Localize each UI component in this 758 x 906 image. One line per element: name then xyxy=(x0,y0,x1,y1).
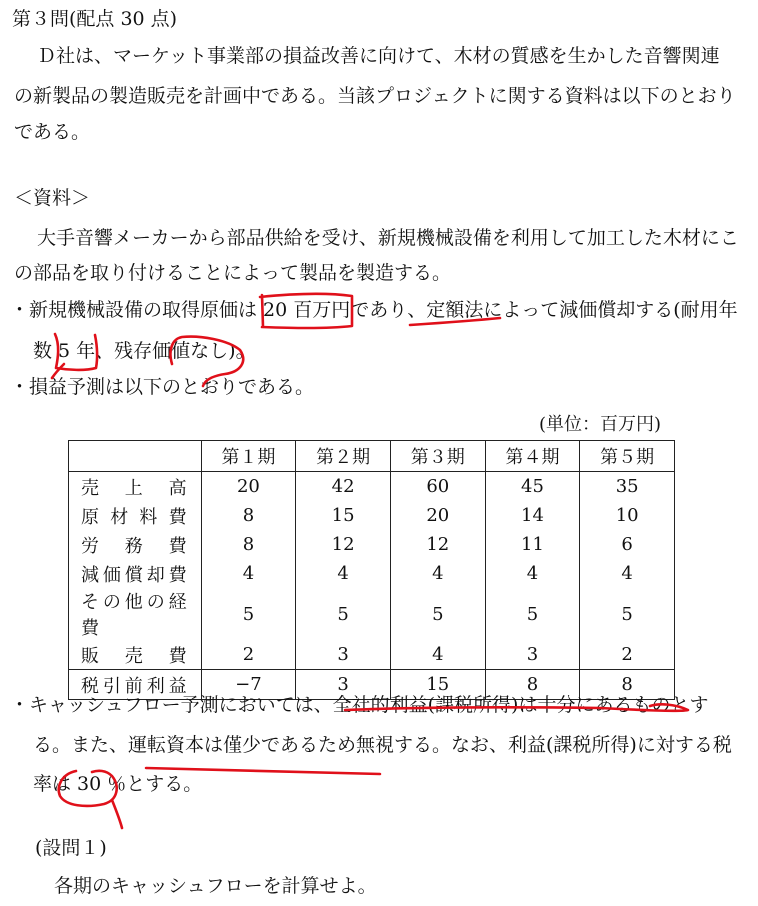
table-cell: 5 xyxy=(485,588,580,640)
table-cell: 20 xyxy=(390,501,485,530)
table-cell: 2 xyxy=(580,640,675,670)
table-cell: 42 xyxy=(296,472,391,502)
row-label: 税引前利益 xyxy=(69,670,202,700)
table-header-corner xyxy=(69,441,202,472)
table-row-selling-expenses xyxy=(69,640,675,670)
table-cell: 35 xyxy=(580,472,675,502)
table-cell: 4 xyxy=(201,559,296,588)
table-cell: 5 xyxy=(390,588,485,640)
table-cell: 4 xyxy=(390,559,485,588)
table-cell: 5 xyxy=(201,588,296,640)
row-label: 原材料費 xyxy=(69,501,202,530)
table-cell: 12 xyxy=(390,530,485,559)
table-cell: 10 xyxy=(580,501,675,530)
table-cell: 8 xyxy=(580,670,675,700)
table-cell: 60 xyxy=(390,472,485,502)
table-row-sales xyxy=(69,472,675,502)
table-cell: 5 xyxy=(580,588,675,640)
table-cell: 4 xyxy=(390,640,485,670)
table-header-period-3: 第３期 xyxy=(390,441,485,472)
material-title: ＜資料＞ xyxy=(14,187,91,209)
question-title: (設問１) xyxy=(35,837,107,859)
cashflow-bullet-line-1: ・キャッシュフロー予測においては、全社的利益(課税所得)は十分にあるものとす xyxy=(10,694,709,716)
intro-line-1: Ｄ社は、マーケット事業部の損益改善に向けて、木材の質感を生かした音響関連 xyxy=(37,45,720,67)
tail-30-percent-annotation xyxy=(112,800,122,828)
row-label: 減価償却費 xyxy=(69,559,202,588)
table-row-materials xyxy=(69,501,675,530)
problem-heading: 第３問(配点 30 点) xyxy=(12,8,178,30)
table-cell: −7 xyxy=(201,670,296,700)
table-cell: 14 xyxy=(485,501,580,530)
intro-line-2: の新製品の製造販売を計画中である。当該プロジェクトに関する資料は以下のとおり xyxy=(14,85,736,107)
row-label: 販売費 xyxy=(69,640,202,670)
table-cell: 12 xyxy=(296,530,391,559)
table-cell: 20 xyxy=(201,472,296,502)
table-row-labor xyxy=(69,530,675,559)
table-cell: 8 xyxy=(485,670,580,700)
intro-line-3: である。 xyxy=(14,121,91,143)
table-cell: 4 xyxy=(485,559,580,588)
table-unit-label: (単位：百万円) xyxy=(539,414,662,435)
table-cell: 45 xyxy=(485,472,580,502)
row-label: 売上高 xyxy=(69,472,202,502)
table-cell: 11 xyxy=(485,530,580,559)
table-cell: 2 xyxy=(201,640,296,670)
table-cell: 15 xyxy=(296,501,391,530)
table-cell: 8 xyxy=(201,530,296,559)
table-row-other-expenses xyxy=(69,588,675,640)
forecast-bullet: ・損益予測は以下のとおりである。 xyxy=(10,376,315,398)
profit-loss-forecast-table xyxy=(68,440,675,700)
table-header-period-1: 第１期 xyxy=(201,441,296,472)
equipment-bullet-line-1: ・新規機械設備の取得原価は 20 百万円であり、定額法によって減価償却する(耐用年 xyxy=(10,299,738,321)
table-cell: 15 xyxy=(390,670,485,700)
table-cell: 8 xyxy=(201,501,296,530)
table-header-row xyxy=(69,441,675,472)
table-cell: 6 xyxy=(580,530,675,559)
row-label: 労務費 xyxy=(69,530,202,559)
question-text: 各期のキャッシュフローを計算せよ。 xyxy=(54,875,377,897)
table-header-period-5: 第５期 xyxy=(580,441,675,472)
material-para-line-1: 大手音響メーカーから部品供給を受け、新規機械設備を利用して加工した木材にこ xyxy=(37,227,739,249)
table-cell: 3 xyxy=(296,640,391,670)
table-cell: 4 xyxy=(580,559,675,588)
table-cell: 3 xyxy=(485,640,580,670)
equipment-bullet-line-2: 数 5 年、残存価値なし)。 xyxy=(33,340,255,362)
table-row-depreciation xyxy=(69,559,675,588)
table-header-period-4: 第４期 xyxy=(485,441,580,472)
table-header-period-2: 第２期 xyxy=(296,441,391,472)
cashflow-bullet-line-2: る。また、運転資本は僅少であるため無視する。なお、利益(課税所得)に対する税 xyxy=(33,734,732,756)
table-cell: 4 xyxy=(296,559,391,588)
table-cell: 5 xyxy=(296,588,391,640)
row-label: その他の経費 xyxy=(69,588,202,640)
material-para-line-2: の部品を取り付けることによって製品を製造する。 xyxy=(14,262,452,284)
cashflow-bullet-line-3: 率は 30 ％とする。 xyxy=(33,773,203,795)
table-cell: 3 xyxy=(296,670,391,700)
